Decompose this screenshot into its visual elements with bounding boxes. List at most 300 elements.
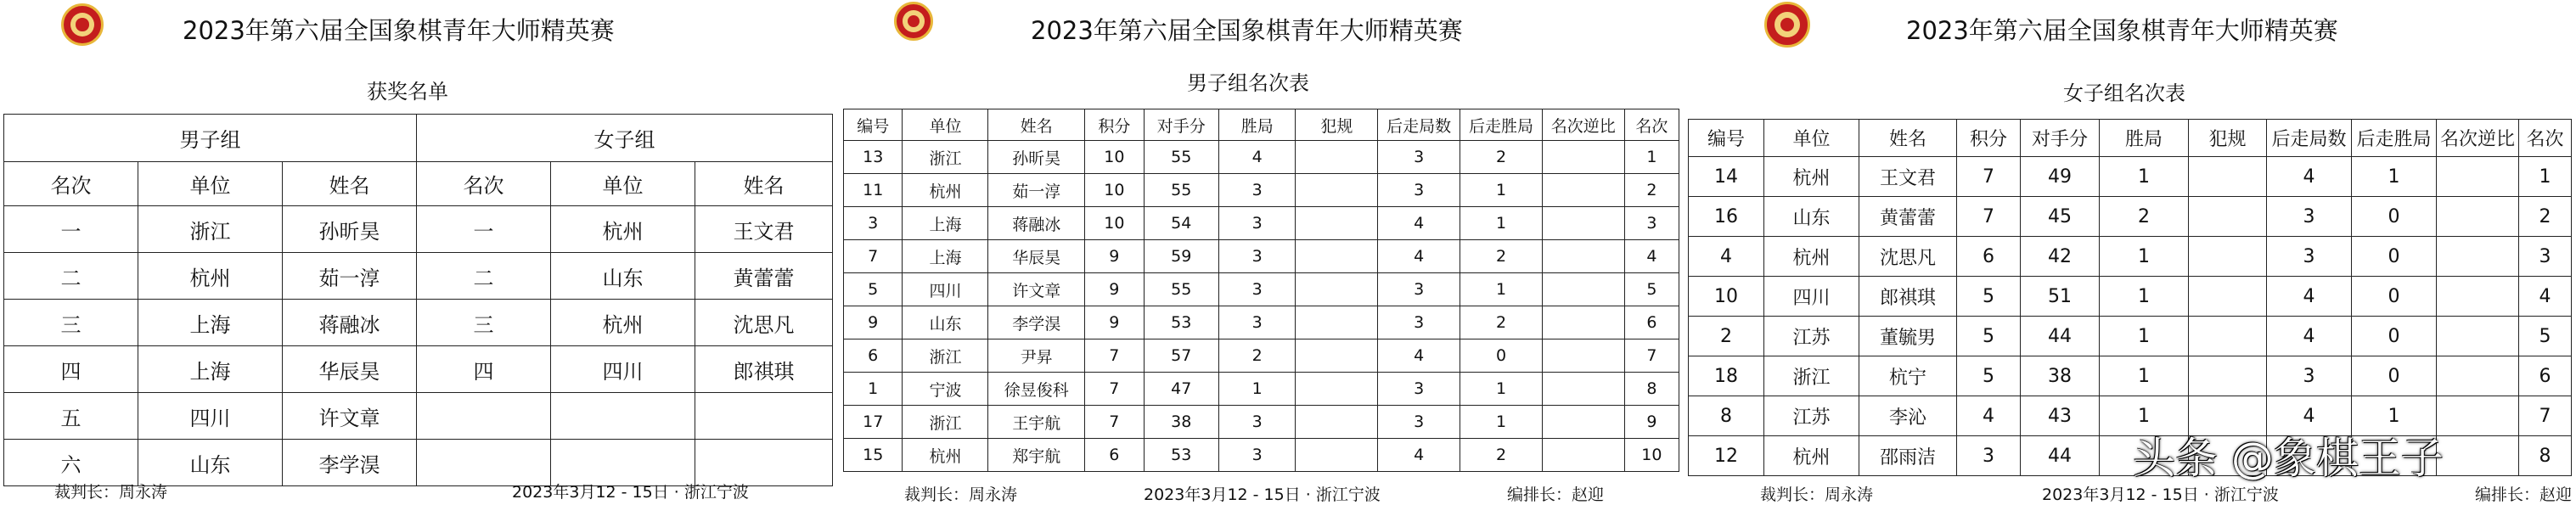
column-header: 胜局: [2100, 120, 2189, 157]
table-cell: 1: [2519, 157, 2572, 197]
table-cell: 上海: [138, 346, 283, 393]
table-row: [4, 206, 833, 253]
table-cell: 1: [1460, 373, 1543, 406]
table-cell: 2: [1218, 339, 1296, 373]
table-cell: 53: [1144, 306, 1218, 339]
table-cell: 2: [1460, 141, 1543, 174]
table-cell: 13: [844, 141, 903, 174]
table-cell: 一: [4, 206, 138, 253]
chief-referee: 裁判长：周永涛: [904, 485, 1018, 504]
table-cell: 尹昇: [988, 339, 1085, 373]
table-cell: 3: [2267, 356, 2352, 396]
table-cell: 7: [1957, 157, 2021, 197]
table-cell: 44: [2021, 436, 2100, 476]
table-cell: 1: [2352, 157, 2437, 197]
women-column-header-row: [1689, 120, 2572, 157]
table-cell: 茹一淳: [283, 253, 417, 300]
table-cell: 44: [2021, 317, 2100, 356]
table-cell: 山东: [138, 440, 283, 486]
table-cell: 沈思凡: [695, 300, 833, 346]
column-header: 编号: [1689, 120, 1764, 157]
table-cell: [1542, 439, 1624, 472]
table-cell: 3: [1378, 273, 1460, 306]
table-cell: 王宇航: [988, 406, 1085, 439]
column-header: 对手分: [1144, 109, 1218, 141]
table-cell: 3: [1218, 273, 1296, 306]
table-cell: 1: [1460, 273, 1543, 306]
table-cell: [1296, 439, 1378, 472]
table-cell: 孙昕昊: [283, 206, 417, 253]
table-row: [844, 439, 1679, 472]
table-cell: 4: [2519, 277, 2572, 317]
column-header: 名次: [417, 162, 551, 206]
column-header: 姓名: [988, 109, 1085, 141]
table-cell: 2: [1460, 240, 1543, 273]
table-cell: 0: [1460, 339, 1543, 373]
table-cell: 山东: [1764, 197, 1859, 237]
chief-referee: 裁判长：周永涛: [54, 483, 168, 502]
table-cell: 5: [844, 273, 903, 306]
table-cell: 51: [2021, 277, 2100, 317]
table-cell: 1: [1460, 406, 1543, 439]
table-cell: [1296, 141, 1378, 174]
table-cell: 9: [1085, 273, 1144, 306]
table-cell: 三: [417, 300, 551, 346]
table-row: [844, 339, 1679, 373]
column-header: 单位: [1764, 120, 1859, 157]
table-cell: 六: [4, 440, 138, 486]
table-cell: 4: [2267, 317, 2352, 356]
table-cell: 华辰昊: [283, 346, 417, 393]
table-cell: 14: [1689, 157, 1764, 197]
table-cell: 7: [1085, 373, 1144, 406]
table-row: [1689, 197, 2572, 237]
table-cell: [1542, 141, 1624, 174]
column-header: 积分: [1085, 109, 1144, 141]
table-cell: 7: [1085, 406, 1144, 439]
table-cell: [1296, 373, 1378, 406]
table-cell: 1: [1624, 141, 1679, 174]
table-cell: 1: [1460, 174, 1543, 207]
table-cell: 郎祺琪: [695, 346, 833, 393]
table-cell: 6: [1624, 306, 1679, 339]
event-date-location: 2023年3月12 - 15日 · 浙江宁波: [2042, 485, 2279, 504]
table-cell: 6: [844, 339, 903, 373]
table-cell: 上海: [138, 300, 283, 346]
table-cell: 山东: [551, 253, 695, 300]
table-cell: [2189, 237, 2267, 277]
table-cell: 4: [2267, 157, 2352, 197]
awards-panel: [0, 0, 836, 502]
table-cell: 15: [844, 439, 903, 472]
table-cell: 3: [2519, 237, 2572, 277]
table-cell: [1296, 339, 1378, 373]
table-cell: 4: [1689, 237, 1764, 277]
table-cell: 5: [1957, 317, 2021, 356]
table-cell: 3: [2267, 197, 2352, 237]
table-row: [844, 373, 1679, 406]
table-cell: 2: [2519, 197, 2572, 237]
table-cell: 0: [2352, 277, 2437, 317]
table-cell: 9: [844, 306, 903, 339]
table-row: [1689, 237, 2572, 277]
column-header: 单位: [138, 162, 283, 206]
table-cell: 杭州: [903, 439, 988, 472]
table-cell: 16: [1689, 197, 1764, 237]
column-header: 后走胜局: [2352, 120, 2437, 157]
awards-subtitle: 获奖名单: [367, 80, 448, 104]
table-cell: 杭宁: [1859, 356, 1957, 396]
table-cell: 55: [1144, 174, 1218, 207]
table-cell: 3: [1378, 141, 1460, 174]
table-cell: 1: [1460, 207, 1543, 240]
table-cell: 1: [2100, 317, 2189, 356]
watermark: 头条 @象棋王子: [2133, 434, 2444, 483]
table-cell: 9: [1624, 406, 1679, 439]
column-header: 胜局: [1218, 109, 1296, 141]
table-cell: [1296, 240, 1378, 273]
table-cell: [551, 393, 695, 440]
table-cell: [417, 393, 551, 440]
table-cell: 4: [1957, 396, 2021, 436]
table-cell: 8: [2519, 436, 2572, 476]
page-title: 2023年第六届全国象棋青年大师精英赛: [1031, 16, 1463, 45]
table-cell: 1: [844, 373, 903, 406]
table-cell: 4: [1624, 240, 1679, 273]
column-header: 名次逆比: [2437, 120, 2519, 157]
table-cell: 杭州: [1764, 436, 1859, 476]
women-subtitle: 女子组名次表: [2063, 81, 2185, 105]
table-cell: 黄蕾蕾: [1859, 197, 1957, 237]
table-cell: 3: [1378, 174, 1460, 207]
table-cell: 1: [2100, 237, 2189, 277]
table-cell: 蒋融冰: [283, 300, 417, 346]
table-cell: 上海: [903, 207, 988, 240]
men-group-header: 男子组: [4, 115, 417, 162]
table-cell: 江苏: [1764, 317, 1859, 356]
table-cell: 二: [4, 253, 138, 300]
men-standings-panel: [836, 0, 1685, 502]
table-cell: 6: [1957, 237, 2021, 277]
table-cell: 四川: [903, 273, 988, 306]
men-column-header-row: [844, 109, 1679, 141]
table-cell: 7: [1957, 197, 2021, 237]
table-cell: 1: [2100, 277, 2189, 317]
table-cell: [1542, 406, 1624, 439]
table-cell: 10: [1085, 207, 1144, 240]
page-title: 2023年第六届全国象棋青年大师精英赛: [183, 16, 615, 45]
table-cell: 5: [2519, 317, 2572, 356]
column-header: 犯规: [1296, 109, 1378, 141]
association-logo-icon: [61, 3, 104, 46]
table-cell: 2: [1460, 306, 1543, 339]
table-cell: 四川: [1764, 277, 1859, 317]
table-cell: 10: [1689, 277, 1764, 317]
table-cell: 3: [1378, 373, 1460, 406]
table-cell: 55: [1144, 273, 1218, 306]
chief-arbiter: 编排长：赵迎: [1507, 485, 1605, 504]
table-cell: 4: [1378, 339, 1460, 373]
column-header: 犯规: [2189, 120, 2267, 157]
table-cell: 浙江: [138, 206, 283, 253]
table-cell: 2: [1624, 174, 1679, 207]
table-cell: 7: [1085, 339, 1144, 373]
table-cell: 4: [1218, 141, 1296, 174]
event-date-location: 2023年3月12 - 15日 · 浙江宁波: [1144, 485, 1381, 504]
table-cell: 7: [1624, 339, 1679, 373]
table-cell: 4: [1378, 207, 1460, 240]
column-header: 编号: [844, 109, 903, 141]
table-cell: [1296, 207, 1378, 240]
column-header: 单位: [551, 162, 695, 206]
column-header: 单位: [903, 109, 988, 141]
table-row: [1689, 356, 2572, 396]
table-cell: 3: [2267, 237, 2352, 277]
table-cell: 王文君: [1859, 157, 1957, 197]
table-cell: 杭州: [551, 206, 695, 253]
table-cell: 3: [844, 207, 903, 240]
table-cell: 董毓男: [1859, 317, 1957, 356]
table-cell: [1542, 273, 1624, 306]
chief-referee: 裁判长：周永涛: [1760, 485, 1874, 504]
table-cell: 邵雨洁: [1859, 436, 1957, 476]
table-cell: 2: [2100, 197, 2189, 237]
table-cell: 17: [844, 406, 903, 439]
column-header: 对手分: [2021, 120, 2100, 157]
table-cell: [1542, 373, 1624, 406]
table-cell: 黄蕾蕾: [695, 253, 833, 300]
table-cell: 李学淏: [988, 306, 1085, 339]
table-cell: 3: [1218, 439, 1296, 472]
table-cell: [1296, 174, 1378, 207]
table-cell: 3: [1378, 406, 1460, 439]
table-cell: 四川: [551, 346, 695, 393]
association-logo-icon: [894, 2, 933, 41]
table-cell: 38: [1144, 406, 1218, 439]
table-cell: [1542, 240, 1624, 273]
table-cell: 55: [1144, 141, 1218, 174]
column-header: 姓名: [1859, 120, 1957, 157]
table-cell: 浙江: [903, 406, 988, 439]
table-cell: 6: [1085, 439, 1144, 472]
awards-column-header-row: [4, 162, 833, 206]
table-cell: 许文章: [283, 393, 417, 440]
table-cell: [2189, 317, 2267, 356]
page-title: 2023年第六届全国象棋青年大师精英赛: [1906, 16, 2338, 45]
table-cell: 59: [1144, 240, 1218, 273]
table-cell: [2437, 277, 2519, 317]
table-cell: 宁波: [903, 373, 988, 406]
table-cell: [1296, 273, 1378, 306]
table-cell: 杭州: [1764, 237, 1859, 277]
table-cell: 沈思凡: [1859, 237, 1957, 277]
table-cell: 杭州: [551, 300, 695, 346]
table-cell: [2437, 436, 2519, 476]
table-cell: [2189, 277, 2267, 317]
table-cell: [1542, 207, 1624, 240]
men-standings-table: [843, 109, 1679, 472]
table-cell: 43: [2021, 396, 2100, 436]
table-cell: 李沁: [1859, 396, 1957, 436]
table-cell: 10: [1085, 174, 1144, 207]
table-row: [844, 306, 1679, 339]
awards-table: [3, 114, 833, 486]
table-cell: [2189, 197, 2267, 237]
table-cell: 3: [1218, 207, 1296, 240]
table-cell: 一: [417, 206, 551, 253]
table-cell: 四: [4, 346, 138, 393]
table-cell: 0: [2352, 197, 2437, 237]
table-cell: [1542, 306, 1624, 339]
table-cell: 四川: [138, 393, 283, 440]
table-row: [844, 174, 1679, 207]
table-cell: 3: [1957, 436, 2021, 476]
table-row: [844, 406, 1679, 439]
table-cell: [1296, 306, 1378, 339]
table-row: [1689, 157, 2572, 197]
table-cell: 杭州: [903, 174, 988, 207]
table-cell: [2189, 157, 2267, 197]
table-cell: 蒋融冰: [988, 207, 1085, 240]
table-cell: 杭州: [1764, 157, 1859, 197]
table-cell: 浙江: [1764, 356, 1859, 396]
table-cell: 5: [1624, 273, 1679, 306]
table-cell: 1: [2100, 157, 2189, 197]
table-cell: 郑宇航: [988, 439, 1085, 472]
table-cell: 5: [1957, 356, 2021, 396]
table-cell: 12: [1689, 436, 1764, 476]
table-cell: 0: [2352, 356, 2437, 396]
column-header: 后走局数: [2267, 120, 2352, 157]
table-cell: 李学淏: [283, 440, 417, 486]
table-cell: [2189, 356, 2267, 396]
table-row: [844, 240, 1679, 273]
table-cell: 三: [4, 300, 138, 346]
table-row: [1689, 277, 2572, 317]
table-cell: 杭州: [138, 253, 283, 300]
table-cell: [2437, 197, 2519, 237]
table-cell: 四: [417, 346, 551, 393]
women-group-header: 女子组: [417, 115, 833, 162]
table-cell: 42: [2021, 237, 2100, 277]
event-date-location: 2023年3月12 - 15日 · 浙江宁波: [512, 483, 749, 502]
table-cell: 6: [2519, 356, 2572, 396]
table-cell: 10: [1085, 141, 1144, 174]
table-cell: [2437, 317, 2519, 356]
table-cell: 孙昕昊: [988, 141, 1085, 174]
table-cell: 2: [1689, 317, 1764, 356]
table-cell: [695, 393, 833, 440]
table-cell: 9: [1085, 240, 1144, 273]
table-row: [844, 141, 1679, 174]
table-cell: 王文君: [695, 206, 833, 253]
women-standings-table: [1688, 119, 2572, 476]
table-cell: 9: [1085, 306, 1144, 339]
column-header: 积分: [1957, 120, 2021, 157]
table-cell: [1542, 174, 1624, 207]
table-cell: 0: [2352, 317, 2437, 356]
table-cell: 7: [844, 240, 903, 273]
table-cell: 二: [417, 253, 551, 300]
column-header: 名次: [2519, 120, 2572, 157]
column-header: 后走胜局: [1460, 109, 1543, 141]
table-cell: 3: [1218, 306, 1296, 339]
chief-arbiter: 编排长：赵迎: [2475, 485, 2573, 504]
table-cell: [1296, 406, 1378, 439]
table-row: [844, 207, 1679, 240]
table-cell: 57: [1144, 339, 1218, 373]
table-cell: 1: [2352, 396, 2437, 436]
table-cell: 53: [1144, 439, 1218, 472]
table-cell: 7: [2519, 396, 2572, 436]
table-cell: 徐昱俊科: [988, 373, 1085, 406]
column-header: 名次: [4, 162, 138, 206]
table-cell: 茹一淳: [988, 174, 1085, 207]
table-row: [4, 300, 833, 346]
table-row: [844, 273, 1679, 306]
table-cell: 18: [1689, 356, 1764, 396]
column-header: 名次逆比: [1542, 109, 1624, 141]
table-cell: [2437, 237, 2519, 277]
table-cell: 8: [1624, 373, 1679, 406]
column-header: 姓名: [695, 162, 833, 206]
table-cell: 3: [1624, 207, 1679, 240]
table-cell: [2437, 396, 2519, 436]
table-cell: 3: [1218, 406, 1296, 439]
table-cell: 3: [1218, 240, 1296, 273]
table-cell: 3: [1378, 306, 1460, 339]
table-cell: 4: [2267, 396, 2352, 436]
table-cell: 许文章: [988, 273, 1085, 306]
table-cell: 8: [1689, 396, 1764, 436]
table-cell: 10: [1624, 439, 1679, 472]
table-cell: 江苏: [1764, 396, 1859, 436]
table-cell: 4: [2267, 277, 2352, 317]
table-cell: 45: [2021, 197, 2100, 237]
table-row: [1689, 317, 2572, 356]
table-cell: 49: [2021, 157, 2100, 197]
table-cell: 1: [2100, 396, 2189, 436]
table-cell: 郎祺琪: [1859, 277, 1957, 317]
association-logo-icon: [1764, 2, 1810, 48]
table-row: [4, 393, 833, 440]
table-cell: 浙江: [903, 141, 988, 174]
column-header: 后走局数: [1378, 109, 1460, 141]
table-cell: 4: [1378, 439, 1460, 472]
table-cell: 47: [1144, 373, 1218, 406]
table-cell: [2437, 356, 2519, 396]
table-cell: 1: [2100, 356, 2189, 396]
table-cell: [2437, 157, 2519, 197]
table-cell: 浙江: [903, 339, 988, 373]
table-cell: 华辰昊: [988, 240, 1085, 273]
table-cell: 五: [4, 393, 138, 440]
table-cell: 4: [1378, 240, 1460, 273]
table-cell: 11: [844, 174, 903, 207]
table-row: [4, 253, 833, 300]
table-cell: 5: [1957, 277, 2021, 317]
table-cell: 54: [1144, 207, 1218, 240]
table-cell: 山东: [903, 306, 988, 339]
column-header: 姓名: [283, 162, 417, 206]
table-cell: 3: [1218, 174, 1296, 207]
column-header: 名次: [1624, 109, 1679, 141]
table-cell: 1: [1218, 373, 1296, 406]
men-subtitle: 男子组名次表: [1187, 71, 1309, 95]
table-row: [4, 346, 833, 393]
table-cell: 0: [2352, 237, 2437, 277]
table-cell: 38: [2021, 356, 2100, 396]
